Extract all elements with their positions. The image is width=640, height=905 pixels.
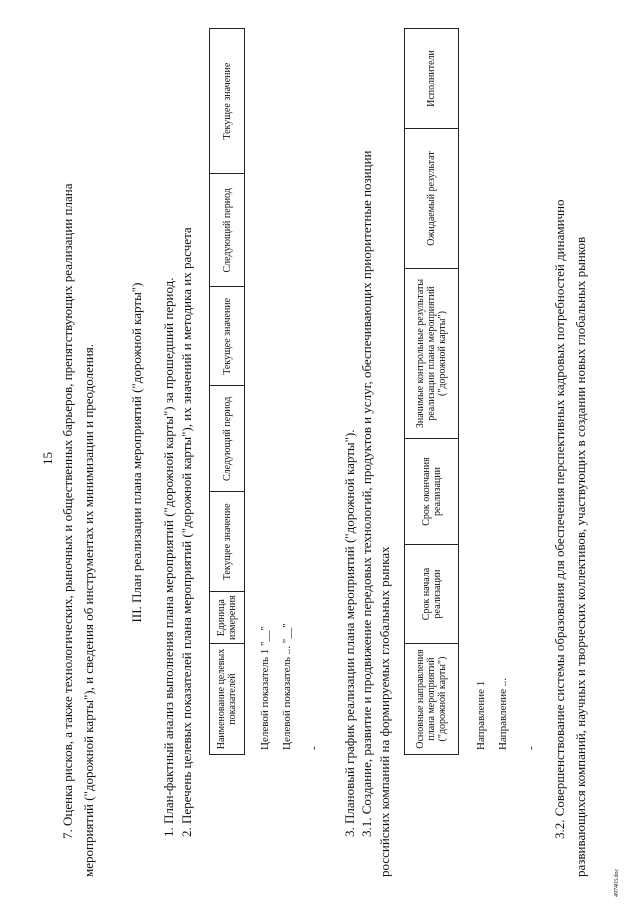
dash-marker: - [308,746,320,750]
header-cell: Основные направления плана мероприятий ("дорожной карты") [405,644,459,755]
header-cell: Текущее значение [210,287,245,386]
header-cell: Наименование целевых показателей [210,644,245,755]
header-cell: Текущее значение [210,29,245,174]
section3-title: III. План реализации плана мероприятий ("дорожной карты") [129,282,144,623]
item32-line2: развивающихся компаний, научных и творческих коллективов, участвующих в создании новых глобальных рынков [573,236,588,877]
document-id: 497403.doc [614,868,620,897]
header-cell: Следующий период [210,174,245,287]
page-number: 15 [40,452,55,465]
dash-marker: - [525,746,537,750]
table-row: Направление 1 [475,680,487,750]
header-cell: Единица измерения [210,592,245,644]
table-row: Целевой показатель ... "__" [281,623,293,750]
header-cell: Текущее значение [210,492,245,592]
header-cell: Срок начала реализации [405,545,459,644]
header-cell: Значимые контрольные результаты реализации плана мероприятий ("дорожной карты") [405,269,459,439]
item2-text: 2. Перечень целевых показателей плана мероприятий ("дорожной карты"), их значений и методика их расчета [179,227,194,837]
table-header-row [210,29,245,755]
item1-text: 1. План-фактный анализ выполнения плана мероприятий ("дорожной карты") за прошедший период. [161,277,176,837]
indicators-table [209,28,245,755]
item31-line1: 3.1. Создание, развитие и продвижение передовых технологий, продуктов и услуг, обеспечивающих приоритетные позиции [359,150,374,837]
header-cell: Исполнители [405,29,459,129]
schedule-table [404,28,459,755]
item32-line1: 3.2. Совершенствование системы образования для обеспечения перспективных кадровых потребностей динамично [552,199,567,839]
header-cell: Следующий период [210,386,245,492]
header-cell: Срок окончания реализации [405,439,459,545]
table-header-row [405,29,459,755]
table-row: Целевой показатель 1 "__" [259,625,271,750]
section7-line1: 7. Оценка рисков, а также технологических, рыночных и общественных барьеров, препятствующих реализации плана [60,183,75,839]
section7-line2: мероприятий ("дорожной карты"), и сведения об инструментах их минимизации и преодоления. [81,343,96,877]
table-row: Направление ... [497,677,509,750]
item31-line2: российских компаний на формируемых глобальных рынках [377,546,392,877]
header-cell: Ожидаемый результат [405,129,459,269]
item3-text: 3. Плановый график реализации плана мероприятий ("дорожной карты"). [342,429,357,837]
